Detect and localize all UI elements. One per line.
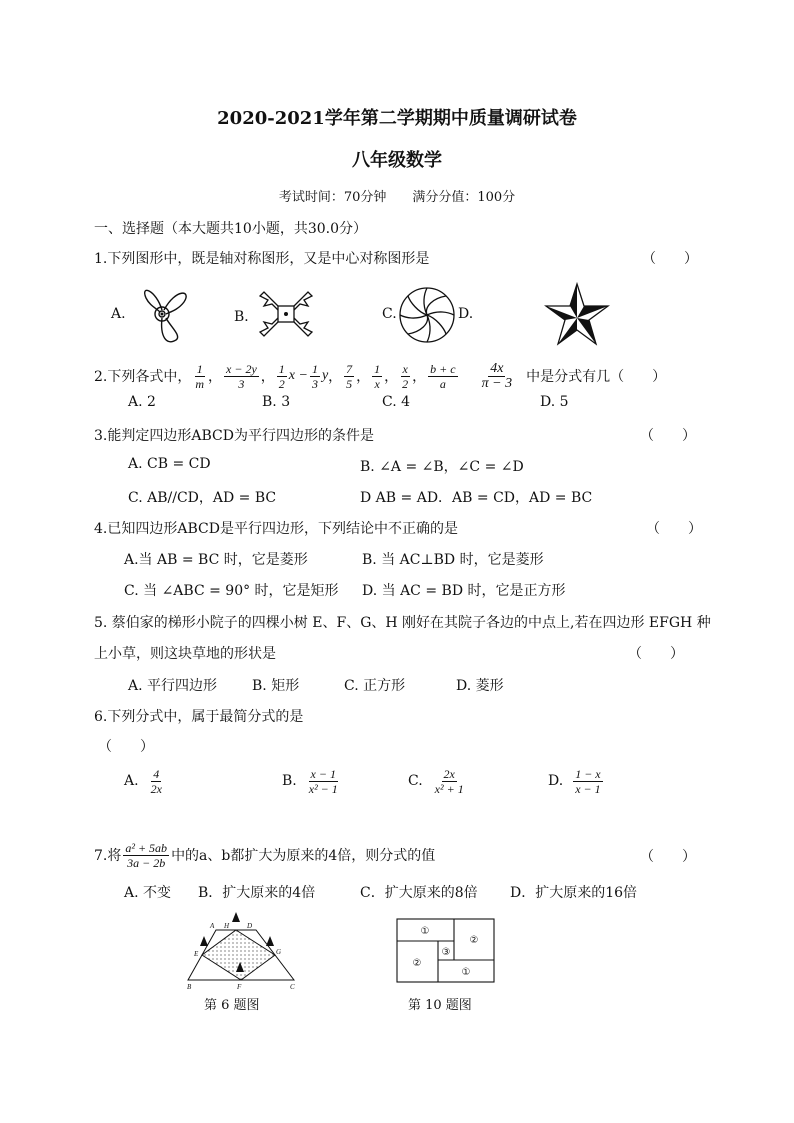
fraction: $\frac{b + c}{a}$ (430, 361, 456, 391)
expr-text: y (321, 368, 329, 383)
q2-option-c: C. 4 (382, 394, 411, 410)
fraction: $\frac{1 - x}{x - 1}$ (575, 766, 601, 796)
question-1: 1.下列图形中，既是轴对称图形，又是中心对称图形是 (94, 251, 430, 267)
q3-option-b: B. ∠A = ∠B，∠C = ∠D (360, 459, 524, 475)
q7-option-d: D．扩大原来的16倍 (510, 885, 638, 901)
q2-option-a: A. 2 (128, 394, 156, 410)
q1-option-b-label: B． (234, 309, 259, 325)
question-4: 4.已知四边形ABCD是平行四边形，下列结论中不正确的是 (94, 521, 458, 537)
fraction: $\frac{7}{5}$ (346, 361, 353, 391)
point-label-b: B (187, 983, 192, 991)
question-6: 6.下列分式中，属于最简分式的是 (94, 709, 304, 725)
q1-option-a-label: A. (111, 306, 126, 322)
fraction: $\frac{x - 2y}{3}$ (226, 361, 257, 391)
region-label: ① (461, 967, 471, 978)
q6-option-d: D. $\frac{1 - x}{x - 1}$ (548, 766, 601, 796)
fraction: $\frac{x - 1}{\text{x² − 1}}$ (308, 766, 338, 796)
fraction: $\frac{1}{2}$ (278, 361, 285, 391)
q7-option-c: C．扩大原来的8倍 (360, 885, 478, 901)
rectangle-tiling-figure (396, 918, 496, 984)
point-label-h: H (224, 922, 230, 930)
pinwheel-circle-figure-icon (398, 286, 456, 344)
answer-paren-6: （ ） (98, 739, 154, 755)
question-3: 3.能判定四边形ABCD为平行四边形的条件是 (94, 428, 374, 444)
fraction: $\frac{4}{2x}$ (150, 766, 162, 796)
point-label-f: F (237, 983, 242, 991)
question-7: 7.将 $\frac{\text{a² + 5ab}}{3a - 2b}$ 中的a、b都扩大为原来的4倍，则分式的值 (94, 840, 436, 870)
answer-paren-7: （ ） (640, 849, 696, 865)
figure-6-caption: 第 6 题图 (204, 998, 260, 1013)
exam-title: 2020-2021学年第二学期期中质量调研试卷 (217, 108, 577, 129)
fraction: $\frac{4x}{\pi - 3}$ (481, 360, 513, 391)
expr-text: x − (288, 368, 308, 383)
answer-paren-1: （ ） (642, 251, 698, 267)
q2-suffix: 中是分式有几 (526, 369, 611, 385)
subject-title: 八年级数学 (352, 150, 442, 171)
q4-option-d: D. 当 AC = BD 时，它是正方形 (362, 583, 566, 599)
answer-paren-2: （ ） (610, 369, 667, 385)
q1-option-c-label: C. (382, 306, 397, 322)
fraction: $\frac{x}{2}$ (402, 361, 409, 391)
q1-option-d-label: D. (458, 306, 474, 322)
question-5-line1: 5. 蔡伯家的梯形小院子的四棵小树 E、F、G、H 刚好在其院子各边的中点上,若在四边形 EFGH 种 (94, 615, 711, 631)
section-heading: 一、选择题（本大题共10小题，共30.0分） (94, 221, 367, 237)
region-label: ② (412, 958, 422, 969)
q7-option-b: B．扩大原来的4倍 (198, 885, 316, 901)
fraction: $\frac{\text{a² + 5ab}}{3a - 2b}$ (125, 840, 168, 870)
q6-option-c: C. $\frac{2x}{\text{x² + 1}}$ (408, 766, 464, 796)
exam-info: 考试时间：70分钟 满分分值：100分 (278, 190, 516, 205)
q5-option-a: A. 平行四边形 (128, 678, 218, 694)
point-label-g: G (276, 948, 282, 956)
q6-option-a: A. $\frac{4}{2x}$ (124, 766, 162, 796)
region-label: ③ (441, 947, 451, 958)
fraction: $\frac{1}{x}$ (374, 361, 381, 391)
point-label-e: E (194, 950, 199, 958)
answer-paren-3: （ ） (640, 428, 696, 444)
q4-option-c: C. 当 ∠ABC = 90° 时，它是矩形 (124, 583, 339, 599)
q7-option-a: A. 不变 (124, 885, 172, 901)
point-label-d: D (247, 922, 253, 930)
q2-prefix: 2.下列各式中， (94, 369, 192, 385)
answer-paren-5: （ ） (628, 646, 684, 662)
fraction: $\frac{1}{m}$ (195, 361, 205, 391)
region-label: ① (420, 926, 430, 937)
q5-option-c: C. 正方形 (344, 678, 406, 694)
answer-paren-4: （ ） (646, 521, 702, 537)
q3-option-a: A. CB = CD (128, 456, 211, 472)
q5-option-b: B. 矩形 (252, 678, 300, 694)
propeller-figure-icon (126, 280, 198, 348)
q2-option-d: D. 5 (540, 394, 569, 410)
star-figure-icon (544, 282, 610, 348)
figure-10-caption: 第 10 题图 (408, 998, 472, 1013)
question-5-line2: 上小草，则这块草地的形状是 (94, 646, 276, 662)
q5-option-d: D. 菱形 (456, 678, 504, 694)
q4-option-b: B. 当 AC⊥BD 时，它是菱形 (362, 552, 544, 568)
trapezoid-yard-figure (184, 910, 304, 990)
cross-arrows-figure-icon (258, 286, 314, 342)
point-label-c: C (290, 983, 295, 991)
q3-option-c: C. AB//CD，AD = BC (128, 490, 277, 506)
q4-option-a: A.当 AB = BC 时，它是菱形 (124, 552, 308, 568)
point-label-a: A (210, 922, 215, 930)
fraction: $\frac{1}{3}$ (311, 361, 318, 391)
fraction: $\frac{2x}{\text{x² + 1}}$ (434, 766, 464, 796)
q3-option-d: D AB = AD．AB = CD，AD = BC (360, 490, 593, 506)
q2-option-b: B. 3 (262, 394, 291, 410)
question-2: 2.下列各式中， $\frac{1}{m}$ ， $\frac{x - 2y}{3}$ ， $\frac{1}{2}$ x − $\frac{1}{3}$ y ， $\frac{7}{5}$ ， $\frac{1}{x}$ ， $\frac{x}{2}$ ， $\frac{b + c}{a}$ $\frac{4x}{\pi - 3}$ 中是分式有几 （ ） (94, 360, 667, 391)
q6-option-b: B. $\frac{x - 1}{\text{x² − 1}}$ (282, 766, 338, 796)
region-label: ② (469, 935, 479, 946)
